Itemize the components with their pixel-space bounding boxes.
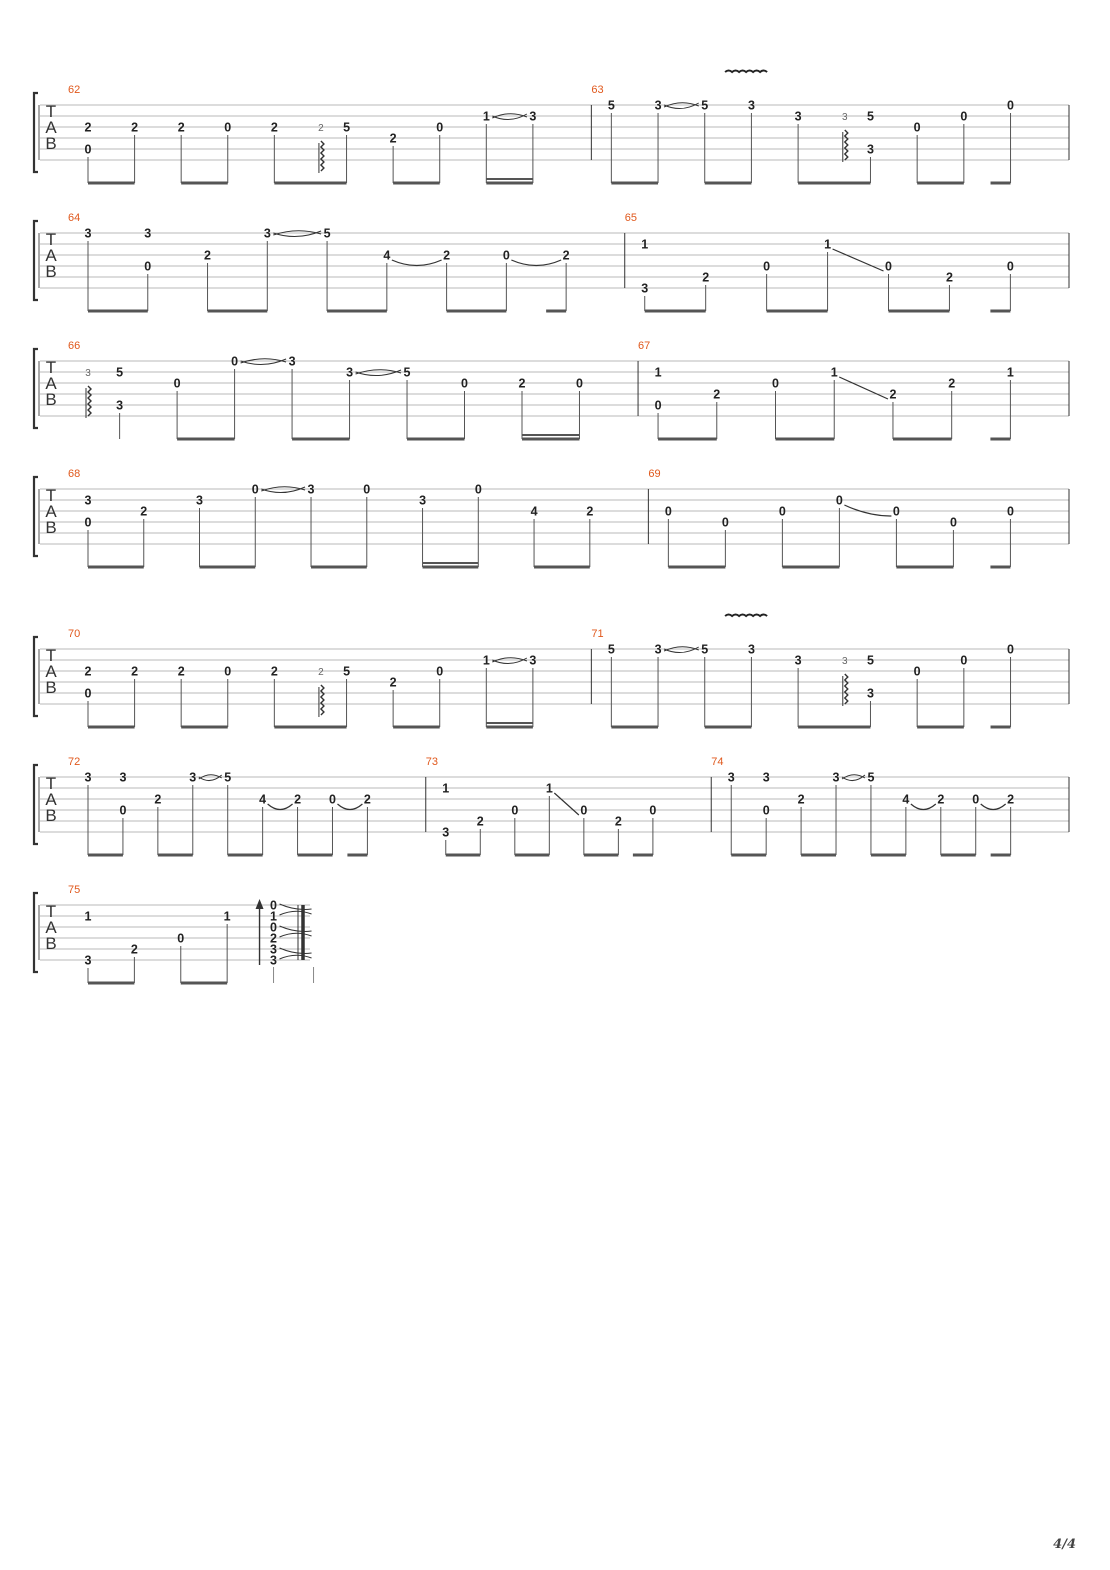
fret-number: 3 bbox=[866, 686, 874, 701]
fret-number: 1 bbox=[824, 237, 832, 252]
fret-number: 1 bbox=[84, 909, 92, 924]
fret-number: 0 bbox=[762, 803, 770, 818]
tie-arc bbox=[511, 260, 561, 266]
fret-number: 1 bbox=[545, 781, 553, 796]
fret-number: 3 bbox=[747, 98, 755, 113]
fret-number: 0 bbox=[224, 120, 232, 135]
fret-number: 4 bbox=[530, 504, 538, 519]
fret-number: 2 bbox=[154, 792, 162, 807]
fret-number: 3 bbox=[84, 770, 92, 785]
fret-number: 0 bbox=[363, 482, 371, 497]
tab-clef-letter: T bbox=[45, 230, 57, 249]
measure-number: 71 bbox=[591, 628, 604, 640]
fret-number: 2 bbox=[889, 387, 897, 402]
fret-number: 3 bbox=[119, 770, 127, 785]
fret-number: 5 bbox=[701, 642, 709, 657]
fret-number: 2 bbox=[270, 664, 278, 679]
tab-clef-letter: T bbox=[45, 902, 57, 921]
fret-number: 0 bbox=[892, 504, 900, 519]
fret-number: 5 bbox=[607, 98, 615, 113]
fret-number: 3 bbox=[84, 953, 92, 968]
fret-number: 2 bbox=[270, 120, 278, 135]
fret-number: 5 bbox=[701, 98, 709, 113]
tab-clef-letter: A bbox=[45, 502, 57, 521]
system-bracket bbox=[34, 221, 38, 300]
fret-number: 0 bbox=[649, 803, 657, 818]
tab-clef-letter: T bbox=[45, 358, 57, 377]
fret-number: 5 bbox=[867, 770, 875, 785]
tab-clef-letter: T bbox=[45, 486, 57, 505]
fret-number: 3 bbox=[529, 653, 537, 668]
tab-clef-letter: B bbox=[45, 518, 57, 537]
fret-number: 3 bbox=[270, 942, 278, 957]
fret-number: 0 bbox=[224, 664, 232, 679]
page-number: 4/4 bbox=[1053, 1537, 1076, 1552]
fret-number: 1 bbox=[830, 365, 838, 380]
fret-number: 0 bbox=[1006, 259, 1014, 274]
grace-fret: 2 bbox=[318, 123, 324, 134]
arpeggio-mark bbox=[321, 141, 324, 171]
arpeggio-mark bbox=[321, 685, 324, 715]
fret-number: 2 bbox=[443, 248, 451, 263]
fret-number: 3 bbox=[654, 642, 662, 657]
fret-number: 2 bbox=[476, 814, 484, 829]
fret-number: 5 bbox=[224, 770, 232, 785]
fret-number: 3 bbox=[442, 825, 450, 840]
fret-number: 1 bbox=[1006, 365, 1014, 380]
grace-fret: 3 bbox=[842, 112, 848, 123]
tie-arc bbox=[392, 260, 442, 266]
fret-number: 0 bbox=[511, 803, 519, 818]
fret-number: 0 bbox=[960, 653, 968, 668]
fret-number: 2 bbox=[294, 792, 302, 807]
measure-number: 68 bbox=[68, 468, 81, 480]
tie-arc bbox=[981, 804, 1006, 810]
tab-clef-letter: B bbox=[45, 806, 57, 825]
fret-number: 3 bbox=[794, 653, 802, 668]
fret-number: 3 bbox=[654, 98, 662, 113]
system-bracket bbox=[34, 349, 38, 428]
fret-number: 5 bbox=[866, 109, 874, 124]
let-ring-tie bbox=[280, 933, 312, 937]
tab-clef-letter: T bbox=[45, 646, 57, 665]
measure-number: 63 bbox=[591, 84, 604, 96]
tab-clef-letter: T bbox=[45, 102, 57, 121]
arpeggio-mark bbox=[845, 674, 848, 704]
fret-number: 5 bbox=[403, 365, 411, 380]
fret-number: 0 bbox=[270, 920, 278, 935]
fret-number: 0 bbox=[972, 792, 980, 807]
tab-clef-letter: A bbox=[45, 374, 57, 393]
fret-number: 0 bbox=[231, 354, 239, 369]
fret-number: 0 bbox=[778, 504, 786, 519]
fret-number: 3 bbox=[762, 770, 770, 785]
fret-number: 2 bbox=[562, 248, 570, 263]
fret-number: 3 bbox=[866, 142, 874, 157]
measure-number: 72 bbox=[68, 756, 81, 768]
fret-number: 0 bbox=[461, 376, 468, 391]
fret-number: 0 bbox=[329, 792, 336, 807]
fret-number: 3 bbox=[84, 493, 92, 508]
tab-clef-letter: B bbox=[45, 262, 57, 281]
fret-number: 2 bbox=[702, 270, 710, 285]
tab-clef-letter: T bbox=[45, 774, 57, 793]
fret-number: 2 bbox=[140, 504, 148, 519]
fret-number: 1 bbox=[654, 365, 662, 380]
fret-number: 3 bbox=[196, 493, 203, 508]
fret-number: 5 bbox=[343, 120, 351, 135]
fret-number: 2 bbox=[270, 931, 278, 946]
tie-arc bbox=[268, 804, 293, 810]
fret-number: 0 bbox=[885, 259, 892, 274]
fret-number: 3 bbox=[529, 109, 537, 124]
fret-number: 3 bbox=[727, 770, 735, 785]
fret-number: 2 bbox=[586, 504, 594, 519]
system-bracket bbox=[34, 765, 38, 844]
system-bracket bbox=[34, 93, 38, 172]
fret-number: 3 bbox=[189, 770, 197, 785]
fret-number: 0 bbox=[84, 142, 92, 157]
fret-number: 3 bbox=[419, 493, 427, 508]
fret-number: 2 bbox=[1007, 792, 1015, 807]
tab-clef-letter: B bbox=[45, 678, 57, 697]
fret-number: 2 bbox=[945, 270, 953, 285]
fret-number: 0 bbox=[436, 664, 444, 679]
fret-number: 0 bbox=[119, 803, 127, 818]
measure-number: 75 bbox=[68, 884, 81, 896]
measure-number: 62 bbox=[68, 84, 81, 96]
tab-clef-letter: A bbox=[45, 118, 57, 137]
fret-number: 0 bbox=[1006, 504, 1014, 519]
tab-clef-letter: B bbox=[45, 934, 57, 953]
fret-number: 3 bbox=[144, 226, 152, 241]
fret-number: 0 bbox=[270, 898, 278, 913]
fret-number: 2 bbox=[84, 120, 92, 135]
fret-number: 2 bbox=[937, 792, 945, 807]
fret-number: 2 bbox=[518, 376, 526, 391]
fret-number: 1 bbox=[482, 653, 490, 668]
system-bracket bbox=[34, 477, 38, 556]
grace-fret: 3 bbox=[842, 656, 848, 667]
fret-number: 2 bbox=[363, 792, 371, 807]
fret-number: 0 bbox=[251, 482, 259, 497]
let-ring-tie bbox=[280, 911, 312, 915]
strum-arrow-head bbox=[256, 899, 264, 909]
fret-number: 0 bbox=[835, 493, 843, 508]
tab-clef-letter: A bbox=[45, 662, 57, 681]
vibrato-mark bbox=[725, 615, 767, 617]
fret-number: 0 bbox=[1007, 642, 1015, 657]
measure-number: 65 bbox=[624, 212, 637, 224]
system-bracket bbox=[34, 893, 38, 972]
fret-number: 0 bbox=[721, 515, 729, 530]
tie-arc bbox=[839, 377, 888, 399]
fret-number: 3 bbox=[641, 281, 649, 296]
fret-number: 2 bbox=[177, 664, 185, 679]
fret-number: 0 bbox=[576, 376, 583, 391]
fret-number: 2 bbox=[131, 120, 139, 135]
grace-fret: 2 bbox=[318, 667, 324, 678]
fret-number: 0 bbox=[177, 931, 185, 946]
measure-number: 69 bbox=[648, 468, 661, 480]
tab-clef-letter: A bbox=[45, 918, 57, 937]
fret-number: 3 bbox=[747, 642, 755, 657]
measure-number: 67 bbox=[638, 340, 651, 352]
fret-number: 0 bbox=[913, 120, 921, 135]
fret-number: 4 bbox=[259, 792, 267, 807]
fret-number: 0 bbox=[474, 482, 482, 497]
fret-number: 0 bbox=[173, 376, 181, 391]
fret-number: 5 bbox=[866, 653, 874, 668]
fret-number: 3 bbox=[794, 109, 802, 124]
fret-number: 0 bbox=[84, 515, 92, 530]
fret-number: 0 bbox=[1007, 98, 1015, 113]
fret-number: 0 bbox=[772, 376, 779, 391]
fret-number: 2 bbox=[130, 942, 138, 957]
fret-number: 4 bbox=[383, 248, 391, 263]
fret-number: 5 bbox=[323, 226, 331, 241]
fret-number: 0 bbox=[502, 248, 510, 263]
fret-number: 1 bbox=[270, 909, 278, 924]
measure-number: 70 bbox=[68, 628, 81, 640]
system-bracket bbox=[34, 637, 38, 716]
tie-arc bbox=[833, 249, 884, 271]
fret-number: 3 bbox=[307, 482, 315, 497]
tie-arc bbox=[911, 804, 936, 810]
grace-fret: 3 bbox=[85, 368, 91, 379]
fret-number: 0 bbox=[580, 803, 588, 818]
fret-number: 2 bbox=[84, 664, 92, 679]
fret-number: 3 bbox=[116, 398, 124, 413]
tab-clef-letter: A bbox=[45, 246, 57, 265]
fret-number: 3 bbox=[270, 953, 278, 968]
fret-number: 2 bbox=[948, 376, 956, 391]
fret-number: 2 bbox=[389, 675, 397, 690]
measure-number: 73 bbox=[425, 756, 439, 768]
fret-number: 2 bbox=[614, 814, 622, 829]
fret-number: 1 bbox=[223, 909, 231, 924]
fret-number: 4 bbox=[902, 792, 910, 807]
fret-number: 5 bbox=[116, 365, 124, 380]
fret-number: 3 bbox=[263, 226, 271, 241]
fret-number: 0 bbox=[949, 515, 957, 530]
fret-number: 0 bbox=[913, 664, 921, 679]
arpeggio-mark bbox=[88, 386, 91, 416]
fret-number: 1 bbox=[482, 109, 490, 124]
fret-number: 3 bbox=[84, 226, 92, 241]
fret-number: 2 bbox=[204, 248, 212, 263]
fret-number: 3 bbox=[288, 354, 296, 369]
fret-number: 0 bbox=[664, 504, 672, 519]
vibrato-mark bbox=[725, 71, 767, 73]
fret-number: 3 bbox=[346, 365, 354, 380]
fret-number: 2 bbox=[177, 120, 185, 135]
fret-number: 0 bbox=[654, 398, 662, 413]
tab-clef-letter: B bbox=[45, 134, 57, 153]
arpeggio-mark bbox=[845, 130, 848, 160]
fret-number: 5 bbox=[607, 642, 615, 657]
tab-clef-letter: A bbox=[45, 790, 57, 809]
fret-number: 0 bbox=[436, 120, 444, 135]
fret-number: 1 bbox=[641, 237, 649, 252]
tab-clef-letter: B bbox=[45, 390, 57, 409]
fret-number: 0 bbox=[144, 259, 152, 274]
fret-number: 2 bbox=[131, 664, 139, 679]
measure-number: 74 bbox=[711, 756, 724, 768]
tie-arc bbox=[554, 793, 579, 815]
fret-number: 2 bbox=[713, 387, 721, 402]
fret-number: 0 bbox=[84, 686, 92, 701]
fret-number: 2 bbox=[389, 131, 397, 146]
fret-number: 3 bbox=[832, 770, 840, 785]
fret-number: 5 bbox=[343, 664, 351, 679]
tie-arc bbox=[337, 804, 362, 810]
fret-number: 2 bbox=[797, 792, 805, 807]
fret-number: 0 bbox=[763, 259, 771, 274]
measure-number: 64 bbox=[68, 212, 81, 224]
fret-number: 1 bbox=[442, 781, 450, 796]
let-ring-tie bbox=[280, 955, 312, 959]
fret-number: 0 bbox=[960, 109, 968, 124]
measure-number: 66 bbox=[68, 340, 81, 352]
